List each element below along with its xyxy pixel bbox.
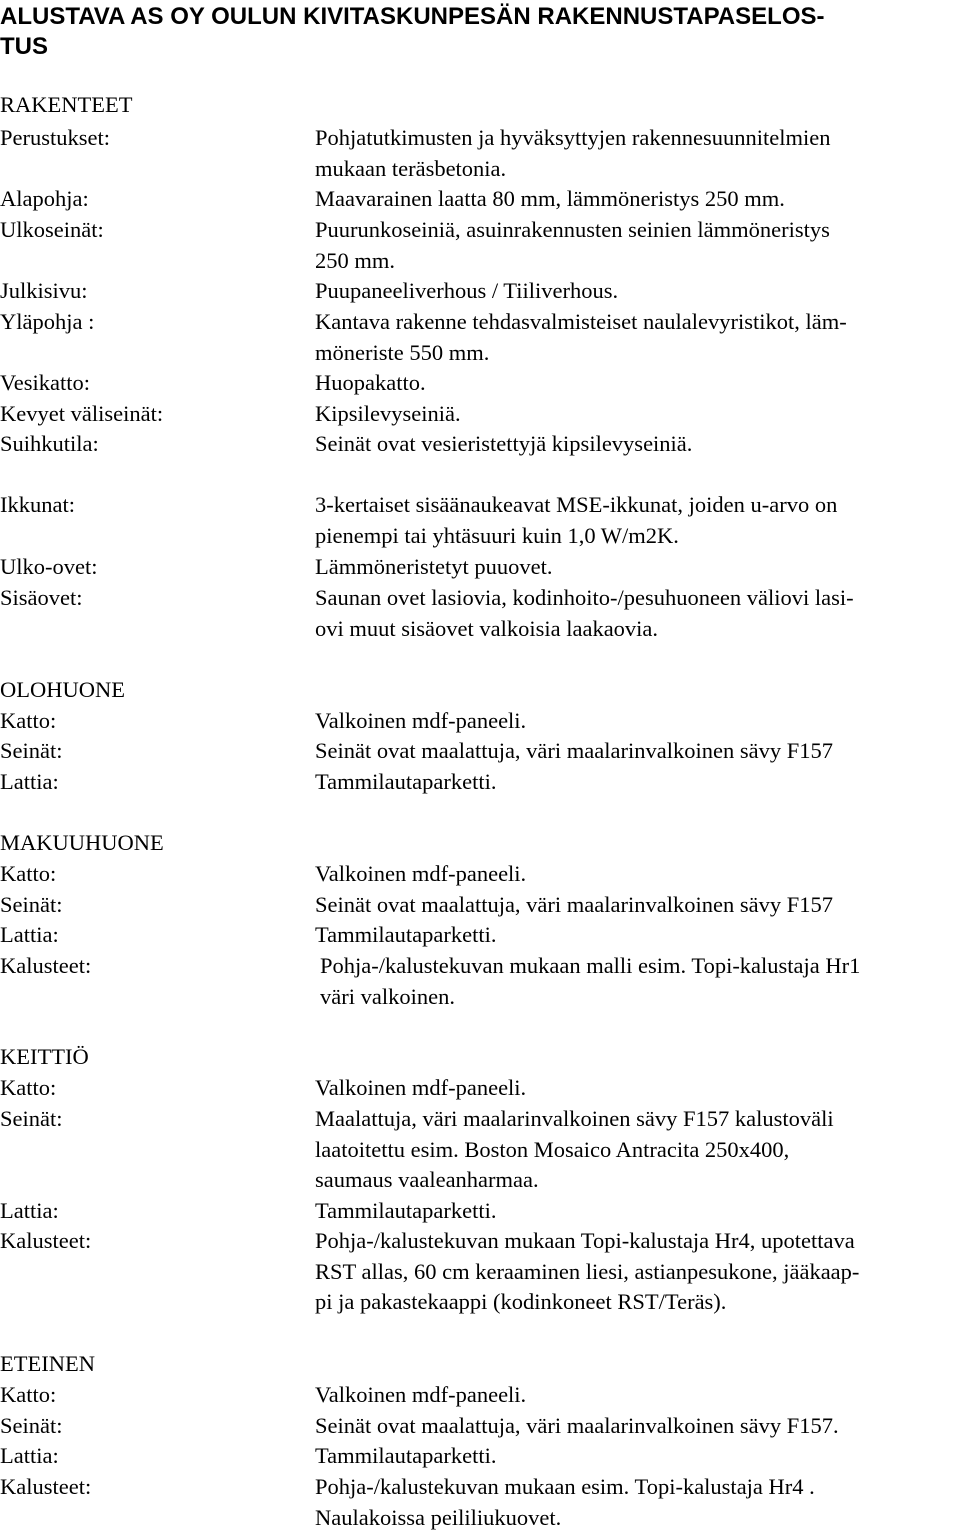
row-value: 3-kertaiset sisäänaukeavat MSE-ikkunat, joiden u-arvo on pienempi tai yhtäsuuri kuin 1,0 W/m2K. xyxy=(315,492,838,548)
row-value: Tammilautaparketti. xyxy=(315,769,497,794)
row-label: Ikkunat: xyxy=(0,492,75,517)
row-label: Ulko-ovet: xyxy=(0,554,98,579)
row-value: Tammilautaparketti. xyxy=(315,1443,497,1468)
row-value: Maavarainen laatta 80 mm, lämmöneristys 250 mm. xyxy=(315,186,785,211)
row-label: Lattia: xyxy=(0,769,59,794)
row-label: Katto: xyxy=(0,861,57,886)
row-label: Julkisivu: xyxy=(0,278,88,303)
row-label: Suihkutila: xyxy=(0,431,99,456)
row-value: Pohja-/kalustekuvan mukaan malli esim. Topi-kalustaja Hr1 väri valkoinen. xyxy=(320,953,861,1009)
row-value: Valkoinen mdf-paneeli. xyxy=(315,861,527,886)
row-label: Katto: xyxy=(0,1382,57,1407)
row-label: Seinät: xyxy=(0,1106,63,1131)
row-label: Ulkoseinät: xyxy=(0,217,104,242)
document-title: ALUSTAVA AS OY OULUN KIVITASKUNPESÄN RAKENNUSTAPASELOS- TUS xyxy=(0,3,825,60)
row-value: Tammilautaparketti. xyxy=(315,922,497,947)
row-value: Seinät ovat maalattuja, väri maalarinvalkoinen sävy F157 xyxy=(315,738,833,763)
section-heading-rakenteet: RAKENTEET xyxy=(0,92,133,117)
row-value: Puurunkoseiniä, asuinrakennusten seinien lämmöneristys 250 mm. xyxy=(315,217,830,273)
row-label: Alapohja: xyxy=(0,186,89,211)
row-value: Kantava rakenne tehdasvalmisteiset naulalevyristikot, läm- möneriste 550 mm. xyxy=(315,309,847,365)
row-label: Kevyet väliseinät: xyxy=(0,401,164,426)
row-value: Saunan ovet lasiovia, kodinhoito-/pesuhuoneen väliovi lasi- ovi muut sisäovet valkoisia laakaovia. xyxy=(315,585,854,641)
section-heading-keittio: KEITTIÖ xyxy=(0,1044,89,1069)
row-label: Kalusteet: xyxy=(0,953,92,978)
row-label: Katto: xyxy=(0,1075,57,1100)
row-value: Pohja-/kalustekuvan mukaan Topi-kalustaja Hr4, upotettava RST allas, 60 cm keraaminen liesi, astianpesukone, jääkaap- pi ja pakastekaappi (kodinkoneet RST/Teräs). xyxy=(315,1228,860,1314)
row-value: Lämmöneristetyt puuovet. xyxy=(315,554,553,579)
row-label: Seinät: xyxy=(0,738,63,763)
row-value: Seinät ovat maalattuja, väri maalarinvalkoinen sävy F157. xyxy=(315,1413,839,1438)
row-value: Pohja-/kalustekuvan mukaan esim. Topi-kalustaja Hr4 . Naulakoissa peililiukuovet. xyxy=(315,1474,815,1530)
row-value: Valkoinen mdf-paneeli. xyxy=(315,1075,527,1100)
row-label: Yläpohja : xyxy=(0,309,95,334)
row-value: Huopakatto. xyxy=(315,370,426,395)
row-value: Puupaneeliverhous / Tiiliverhous. xyxy=(315,278,619,303)
row-value: Pohjatutkimusten ja hyväksyttyjen rakennesuunnitelmien mukaan teräsbetonia. xyxy=(315,125,831,181)
row-value: Kipsilevyseiniä. xyxy=(315,401,461,426)
row-label: Seinät: xyxy=(0,892,63,917)
row-value: Tammilautaparketti. xyxy=(315,1198,497,1223)
row-label: Sisäovet: xyxy=(0,585,83,610)
row-value: Seinät ovat vesieristettyjä kipsilevyseiniä. xyxy=(315,431,693,456)
section-heading-makuuhuone: MAKUUHUONE xyxy=(0,830,164,855)
row-label: Lattia: xyxy=(0,1443,59,1468)
row-value: Seinät ovat maalattuja, väri maalarinvalkoinen sävy F157 xyxy=(315,892,833,917)
row-label: Katto: xyxy=(0,708,57,733)
row-label: Lattia: xyxy=(0,922,59,947)
row-value: Maalattuja, väri maalarinvalkoinen sävy F157 kalustoväli laatoitettu esim. Boston Mosaico Antracita 250x400, saumaus vaaleanharmaa. xyxy=(315,1106,834,1192)
row-label: Lattia: xyxy=(0,1198,59,1223)
row-label: Perustukset: xyxy=(0,125,110,150)
row-label: Kalusteet: xyxy=(0,1474,92,1499)
row-value: Valkoinen mdf-paneeli. xyxy=(315,708,527,733)
section-heading-olohuone: OLOHUONE xyxy=(0,677,125,702)
section-heading-eteinen: ETEINEN xyxy=(0,1351,95,1376)
row-label: Vesikatto: xyxy=(0,370,90,395)
row-value: Valkoinen mdf-paneeli. xyxy=(315,1382,527,1407)
row-label: Kalusteet: xyxy=(0,1228,92,1253)
row-label: Seinät: xyxy=(0,1413,63,1438)
